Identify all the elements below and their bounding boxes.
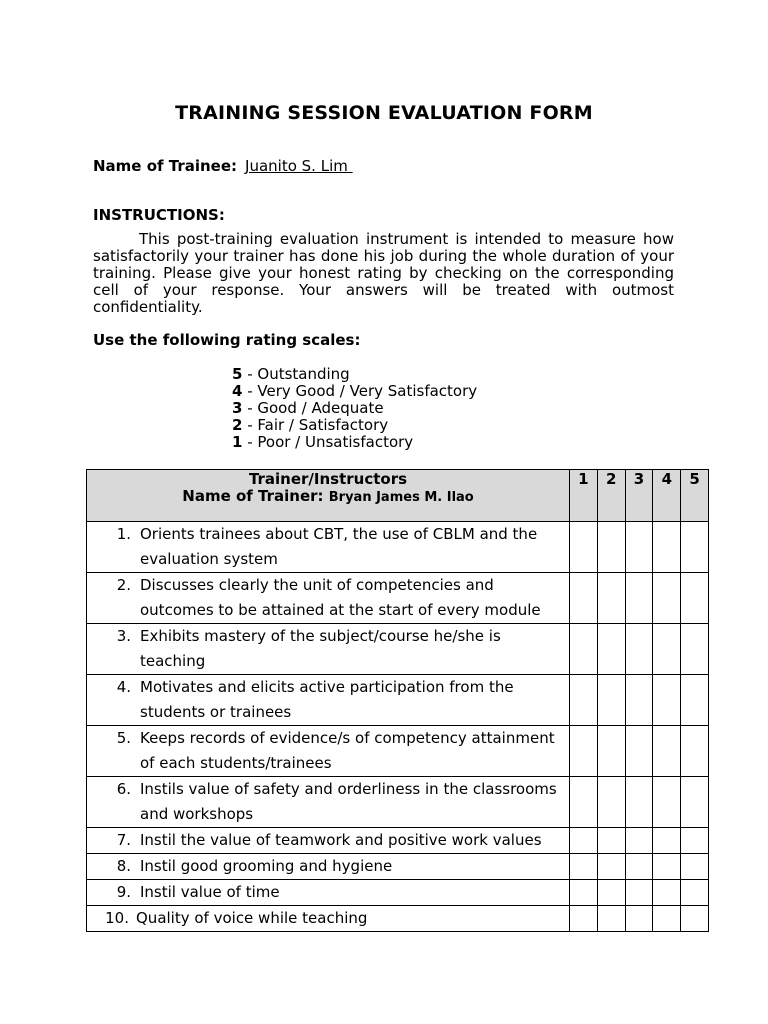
- rating-cell-5[interactable]: [681, 777, 709, 828]
- trainee-line: [93, 157, 353, 175]
- rating-cell-1[interactable]: [570, 573, 598, 624]
- criterion-number: 7.: [116, 831, 131, 849]
- rating-cell-3[interactable]: [625, 854, 653, 880]
- criterion-number: 10.: [105, 909, 129, 927]
- scale-label: - Poor / Unsatisfactory: [242, 433, 414, 451]
- rating-col-header-4: 4: [653, 470, 681, 522]
- scale-label: - Good / Adequate: [242, 399, 384, 417]
- rating-scale-item: [232, 434, 477, 451]
- criterion-cell: [87, 828, 570, 854]
- rating-cell-4[interactable]: [653, 906, 681, 932]
- scale-value: 3: [232, 399, 243, 417]
- rating-cell-3[interactable]: [625, 828, 653, 854]
- rating-cell-5[interactable]: [681, 828, 709, 854]
- rating-cell-3[interactable]: [625, 522, 653, 573]
- criterion-cell: [87, 880, 570, 906]
- rating-col-header-3: 3: [625, 470, 653, 522]
- criterion-text: Instils value of safety and orderliness in the classrooms and workshops: [140, 780, 557, 823]
- criterion-number: 4.: [116, 678, 131, 696]
- rating-cell-5[interactable]: [681, 854, 709, 880]
- rating-cell-4[interactable]: [653, 854, 681, 880]
- rating-cell-2[interactable]: [597, 828, 625, 854]
- scale-value: 4: [232, 382, 243, 400]
- trainee-name: Juanito S. Lim: [245, 157, 353, 175]
- rating-scale-heading: Use the following rating scales:: [93, 331, 361, 349]
- trainer-name-label: Name of Trainer:: [182, 487, 329, 505]
- rating-cell-1[interactable]: [570, 854, 598, 880]
- criterion-text: Orients trainees about CBT, the use of CBLM and the evaluation system: [140, 525, 538, 568]
- criterion-text: Keeps records of evidence/s of competency attainment of each students/trainees: [140, 729, 555, 772]
- instructions-text: This post-training evaluation instrument is intended to measure how satisfactorily your trainer has done his job during the whole duration of your training. Please give your honest rating by checking on the corresponding cell of your response. Your answers will be treated with outmost confidentiality.: [93, 230, 674, 316]
- rating-cell-2[interactable]: [597, 573, 625, 624]
- trainer-header-cell: [87, 470, 570, 522]
- rating-cell-4[interactable]: [653, 522, 681, 573]
- criterion-number: 5.: [116, 729, 131, 747]
- rating-cell-1[interactable]: [570, 726, 598, 777]
- table-row: [87, 522, 709, 573]
- rating-cell-3[interactable]: [625, 880, 653, 906]
- criterion-number: 6.: [116, 780, 131, 798]
- criterion-text: Exhibits mastery of the subject/course he/she is teaching: [140, 627, 501, 670]
- criterion-text: Instil the value of teamwork and positive work values: [140, 831, 542, 849]
- table-header-row: [87, 470, 709, 522]
- rating-cell-4[interactable]: [653, 573, 681, 624]
- rating-cell-5[interactable]: [681, 573, 709, 624]
- scale-value: 5: [232, 365, 243, 383]
- criterion-cell: [87, 573, 570, 624]
- rating-col-header-1: 1: [570, 470, 598, 522]
- rating-col-header-5: 5: [681, 470, 709, 522]
- criterion-number: 3.: [116, 627, 131, 645]
- criterion-number: 9.: [116, 883, 131, 901]
- table-row: [87, 906, 709, 932]
- rating-cell-3[interactable]: [625, 675, 653, 726]
- rating-cell-2[interactable]: [597, 522, 625, 573]
- criterion-number: 1.: [116, 525, 131, 543]
- table-row: [87, 675, 709, 726]
- form-title: TRAINING SESSION EVALUATION FORM: [175, 102, 593, 124]
- rating-cell-4[interactable]: [653, 675, 681, 726]
- rating-col-header-2: 2: [597, 470, 625, 522]
- rating-cell-3[interactable]: [625, 726, 653, 777]
- criterion-number: 2.: [116, 576, 131, 594]
- rating-cell-3[interactable]: [625, 624, 653, 675]
- rating-cell-2[interactable]: [597, 675, 625, 726]
- instructions-heading: INSTRUCTIONS:: [93, 206, 225, 224]
- table-row: [87, 777, 709, 828]
- rating-cell-2[interactable]: [597, 880, 625, 906]
- trainer-name: Bryan James M. Ilao: [328, 490, 474, 505]
- rating-cell-2[interactable]: [597, 906, 625, 932]
- rating-cell-2[interactable]: [597, 726, 625, 777]
- rating-cell-4[interactable]: [653, 880, 681, 906]
- rating-scale-item: [232, 366, 477, 383]
- trainer-header-name-line: [87, 488, 569, 506]
- rating-cell-4[interactable]: [653, 624, 681, 675]
- criterion-cell: [87, 726, 570, 777]
- rating-cell-3[interactable]: [625, 777, 653, 828]
- scale-value: 1: [232, 433, 243, 451]
- rating-cell-1[interactable]: [570, 828, 598, 854]
- rating-cell-5[interactable]: [681, 675, 709, 726]
- rating-cell-5[interactable]: [681, 906, 709, 932]
- rating-cell-1[interactable]: [570, 880, 598, 906]
- rating-cell-1[interactable]: [570, 624, 598, 675]
- table-row: [87, 854, 709, 880]
- scale-label: - Outstanding: [242, 365, 350, 383]
- table-row: [87, 726, 709, 777]
- rating-cell-1[interactable]: [570, 522, 598, 573]
- table-row: [87, 828, 709, 854]
- scale-label: - Very Good / Very Satisfactory: [242, 382, 478, 400]
- rating-cell-1[interactable]: [570, 675, 598, 726]
- table-row: [87, 573, 709, 624]
- rating-cell-5[interactable]: [681, 880, 709, 906]
- criterion-cell: [87, 906, 570, 932]
- criterion-text: Motivates and elicits active participation from the students or trainees: [140, 678, 514, 721]
- scale-value: 2: [232, 416, 243, 434]
- rating-cell-4[interactable]: [653, 777, 681, 828]
- rating-scale-list: [232, 366, 477, 451]
- trainer-header-title: Trainer/Instructors: [248, 470, 408, 488]
- rating-scale-item: [232, 400, 477, 417]
- criterion-cell: [87, 522, 570, 573]
- rating-cell-3[interactable]: [625, 906, 653, 932]
- rating-cell-4[interactable]: [653, 726, 681, 777]
- rating-cell-5[interactable]: [681, 726, 709, 777]
- rating-cell-2[interactable]: [597, 854, 625, 880]
- rating-cell-1[interactable]: [570, 906, 598, 932]
- rating-scale-item: [232, 417, 477, 434]
- criterion-cell: [87, 624, 570, 675]
- criterion-text: Instil value of time: [140, 883, 280, 901]
- criterion-text: Discusses clearly the unit of competencies and outcomes to be attained at the start of every module: [140, 576, 541, 619]
- evaluation-table: [86, 469, 709, 932]
- criterion-cell: [87, 675, 570, 726]
- table-row: [87, 624, 709, 675]
- table-row: [87, 880, 709, 906]
- rating-cell-2[interactable]: [597, 624, 625, 675]
- scale-label: - Fair / Satisfactory: [242, 416, 389, 434]
- rating-cell-3[interactable]: [625, 573, 653, 624]
- rating-scale-item: [232, 383, 477, 400]
- rating-cell-5[interactable]: [681, 624, 709, 675]
- criterion-cell: [87, 854, 570, 880]
- criterion-number: 8.: [116, 857, 131, 875]
- trainee-label: Name of Trainee:: [93, 157, 238, 175]
- rating-cell-5[interactable]: [681, 522, 709, 573]
- criterion-text: Quality of voice while teaching: [136, 909, 368, 927]
- rating-cell-1[interactable]: [570, 777, 598, 828]
- criterion-cell: [87, 777, 570, 828]
- rating-cell-2[interactable]: [597, 777, 625, 828]
- rating-cell-4[interactable]: [653, 828, 681, 854]
- criterion-text: Instil good grooming and hygiene: [140, 857, 393, 875]
